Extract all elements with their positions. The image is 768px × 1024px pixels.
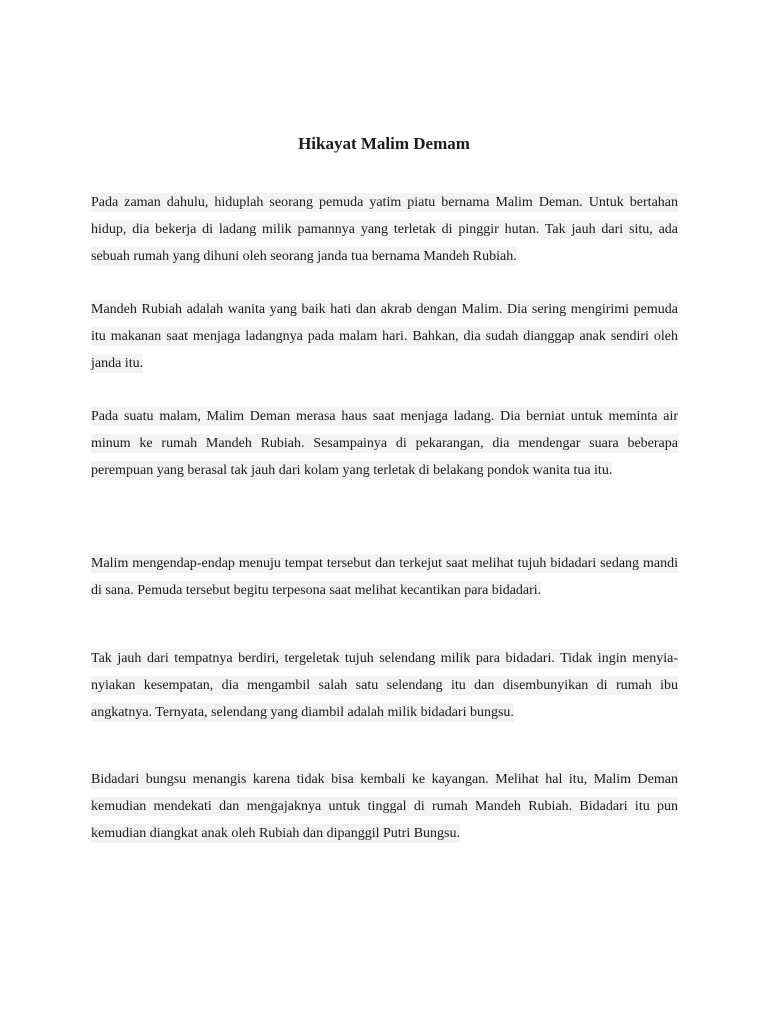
paragraph-6 [91, 767, 678, 847]
paragraph-text: Tak jauh dari tempatnya berdiri, tergeletak tujuh selendang milik para bidadari. Tidak ingin menyia-nyiakan kesempatan, dia mengambil salah satu selendang itu dan disembunyikan di rumah ibu angkatnya. Ternyata, selendang yang diambil adalah milik bidadari bungsu. [91, 651, 678, 720]
paragraph-text: Pada zaman dahulu, hiduplah seorang pemuda yatim piatu bernama Malim Deman. Untuk bertahan hidup, dia bekerja di ladang milik pamannya yang terletak di pinggir hutan. Tak jauh dari situ, ada sebuah rumah yang dihuni oleh seorang janda tua bernama Mandeh Rubiah. [91, 195, 678, 264]
document-title: Hikayat Malim Demam [298, 134, 470, 153]
paragraph-1 [91, 190, 678, 270]
paragraph-text: Mandeh Rubiah adalah wanita yang baik hati dan akrab dengan Malim. Dia sering mengirimi pemuda itu makanan saat menjaga ladangnya pada malam hari. Bahkan, dia sudah dianggap anak sendiri oleh janda itu. [91, 302, 678, 371]
paragraph-4 [91, 551, 678, 605]
paragraph-text: Malim mengendap-endap menuju tempat tersebut dan terkejut saat melihat tujuh bidadari sedang mandi di sana. Pemuda tersebut begitu terpesona saat melihat kecantikan para bidadari. [91, 556, 678, 598]
paragraph-2 [91, 297, 678, 377]
paragraph-5 [91, 646, 678, 726]
paragraph-text: Pada suatu malam, Malim Deman merasa haus saat menjaga ladang. Dia berniat untuk meminta air minum ke rumah Mandeh Rubiah. Sesampainya di pekarangan, dia mendengar suara beberapa perempuan yang berasal tak jauh dari kolam yang terletak di belakang pondok wanita tua itu. [91, 409, 678, 478]
paragraph-text: Bidadari bungsu menangis karena tidak bisa kembali ke kayangan. Melihat hal itu, Malim Deman kemudian mendekati dan mengajaknya untuk tinggal di rumah Mandeh Rubiah. Bidadari itu pun kemudian diangkat anak oleh Rubiah dan dipanggil Putri Bungsu. [91, 772, 678, 841]
paragraph-3 [91, 404, 678, 484]
